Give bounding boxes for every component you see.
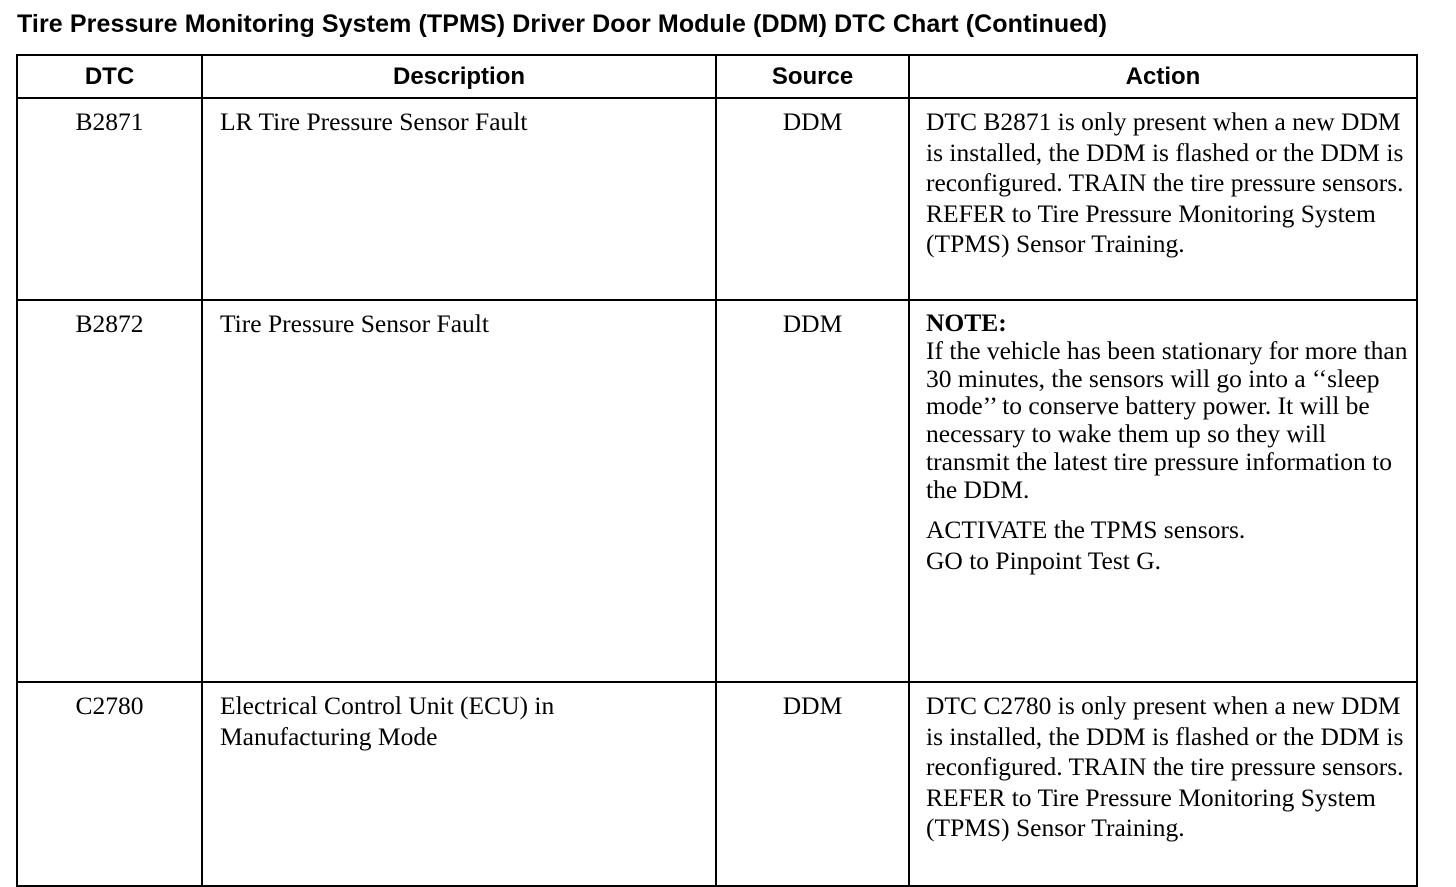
dtc-code-cell: B2872 bbox=[17, 300, 202, 682]
page-title: Tire Pressure Monitoring System (TPMS) Driver Door Module (DDM) DTC Chart (Continued) bbox=[17, 10, 1108, 38]
description-cell: Tire Pressure Sensor Fault bbox=[202, 300, 716, 682]
note-label: NOTE: bbox=[926, 308, 1007, 337]
table-row bbox=[17, 300, 1417, 682]
action-step-pinpoint-test: GO to Pinpoint Test G. bbox=[926, 545, 1162, 575]
action-step-activate: ACTIVATE the TPMS sensors. bbox=[926, 515, 1246, 545]
action-steps bbox=[926, 515, 1408, 576]
note-text: If the vehicle has been stationary for more than 30 minutes, the sensors will go into a ‘‘sleep mode’’ to conserve battery power. It will be necessary to wake them up so they will transmit the latest tire pressure information to the DDM. bbox=[926, 336, 1408, 504]
column-header-source: Source bbox=[716, 55, 909, 98]
action-cell: DTC B2871 is only present when a new DDM is installed, the DDM is flashed or the DDM is reconfigured. TRAIN the tire pressure sensors. REFER to Tire Pressure Monitoring System (TPMS) Sensor Training. bbox=[909, 98, 1417, 300]
dtc-code-cell: C2780 bbox=[17, 682, 202, 886]
dtc-code-cell: B2871 bbox=[17, 98, 202, 300]
source-cell: DDM bbox=[716, 98, 909, 300]
column-header-action: Action bbox=[909, 55, 1417, 98]
table-row bbox=[17, 682, 1417, 886]
table-row bbox=[17, 98, 1417, 300]
column-header-description: Description bbox=[202, 55, 716, 98]
description-cell: LR Tire Pressure Sensor Fault bbox=[202, 98, 716, 300]
source-cell: DDM bbox=[716, 682, 909, 886]
dtc-table bbox=[16, 54, 1418, 887]
action-cell: DTC C2780 is only present when a new DDM is installed, the DDM is flashed or the DDM is reconfigured. TRAIN the tire pressure sensors. REFER to Tire Pressure Monitoring System (TPMS) Sensor Training. bbox=[909, 682, 1417, 886]
description-cell: Electrical Control Unit (ECU) in Manufacturing Mode bbox=[202, 682, 716, 886]
table-header-row bbox=[17, 55, 1417, 98]
source-cell: DDM bbox=[716, 300, 909, 682]
column-header-dtc: DTC bbox=[17, 55, 202, 98]
action-cell bbox=[909, 300, 1417, 682]
